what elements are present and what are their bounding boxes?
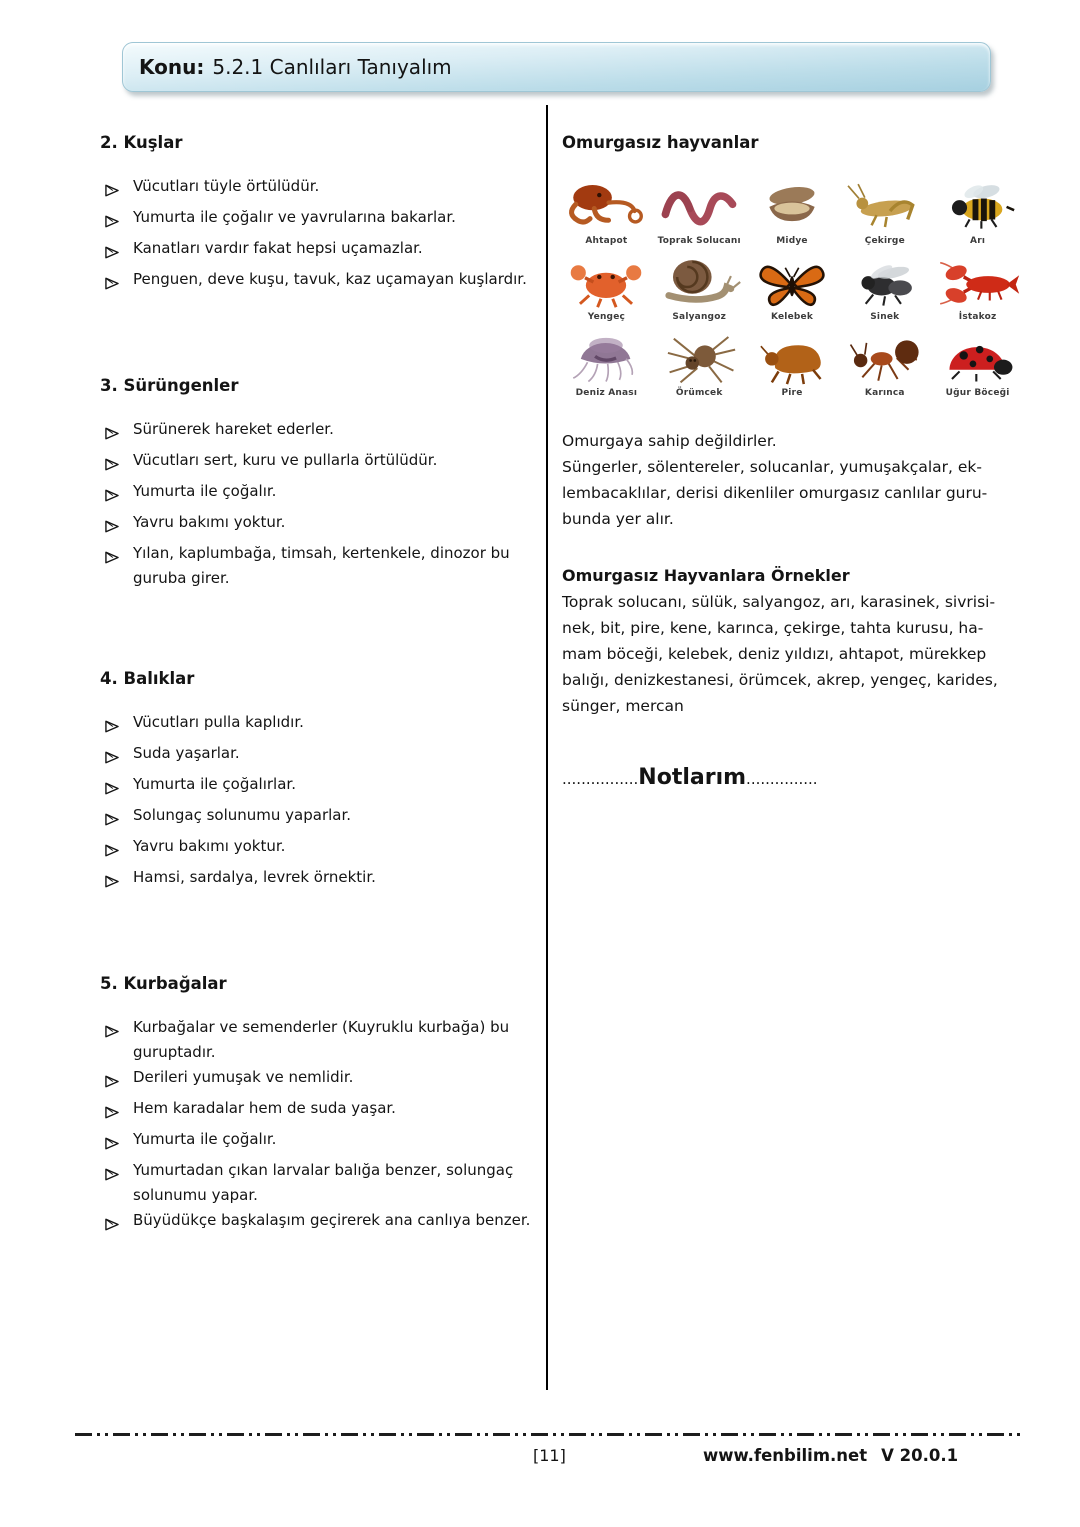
- arrow-bullet: [104, 1133, 120, 1158]
- arrow-bullet: [104, 1164, 120, 1189]
- animal-label: Pire: [781, 388, 803, 398]
- arrow-bullet-icon: [104, 277, 120, 290]
- animal-label: Ahtapot: [585, 236, 628, 246]
- invertebrates-examples: [562, 566, 1022, 719]
- arrow-bullet: [104, 778, 120, 803]
- arrow-bullet-icon: [104, 1075, 120, 1088]
- arrow-bullet-icon: [104, 246, 120, 259]
- text-line: sünger, mercan: [562, 697, 684, 715]
- animal-cell-ant: [840, 330, 929, 398]
- arrow-bullet-icon: [104, 875, 120, 888]
- animal-cell-snail: [655, 254, 744, 322]
- text-line: nek, bit, pire, kene, karınca, çekirge, tahta kurusu, ha-: [562, 619, 984, 637]
- animal-cell-crab: [562, 254, 651, 322]
- bullet-text: Kanatları vardır fakat hepsi uçamazlar.: [133, 239, 423, 257]
- animal-label: Toprak Solucanı: [657, 236, 741, 246]
- column-divider: [546, 105, 548, 1390]
- crab-icon: [563, 254, 649, 310]
- bullet-text: Hamsi, sardalya, levrek örnektir.: [133, 868, 376, 886]
- lobster-icon: [935, 254, 1021, 310]
- bullet-item: [100, 1158, 542, 1208]
- bullet-text: Kurbağalar ve semenderler (Kuyruklu kurbağa) bu guruptadır.: [133, 1018, 510, 1061]
- bullet-item: [100, 448, 542, 479]
- animal-label: Örümcek: [675, 388, 723, 398]
- right-column: [562, 105, 1022, 790]
- ant-icon: [842, 330, 928, 386]
- text-line: Omurgaya sahip değildirler.: [562, 432, 777, 450]
- text-line: mam böceği, kelebek, deniz yıldızı, ahtapot, mürekkep: [562, 645, 987, 663]
- notes-dots-left: ................: [562, 770, 639, 788]
- notes-line: [562, 765, 1022, 790]
- animal-label: Çekirge: [864, 236, 905, 246]
- bullet-text: Solungaç solunumu yaparlar.: [133, 806, 352, 824]
- arrow-bullet: [104, 1071, 120, 1096]
- animal-label: Deniz Anası: [575, 388, 638, 398]
- octopus-icon: [563, 178, 649, 234]
- animal-label: Yengeç: [587, 312, 626, 322]
- bullet-item: [100, 417, 542, 448]
- footer-dash-divider: [75, 1433, 1022, 1436]
- arrow-bullet-icon: [104, 813, 120, 826]
- text-line: bunda yer alır.: [562, 510, 674, 528]
- section-3: [100, 376, 542, 591]
- arrow-bullet: [104, 716, 120, 741]
- arrow-bullet-icon: [104, 1025, 120, 1038]
- section-heading: 4. Balıklar: [100, 669, 195, 688]
- arrow-bullet: [104, 242, 120, 267]
- arrow-bullet-icon: [104, 1218, 120, 1231]
- animal-cell-grasshopper: [840, 178, 929, 246]
- bullet-item: [100, 772, 542, 803]
- animal-label: Sinek: [870, 312, 900, 322]
- examples-heading: Omurgasız Hayvanlara Örnekler: [562, 566, 850, 585]
- bullet-text: Büyüdükçe başkalaşım geçirerek ana canlıya benzer.: [133, 1211, 531, 1229]
- arrow-bullet-icon: [104, 1168, 120, 1181]
- bullet-item: [100, 541, 542, 591]
- invertebrates-image-grid: [562, 178, 1022, 398]
- bullet-text: Yumurta ile çoğalır.: [133, 1130, 277, 1148]
- bullet-text: Yavru bakımı yoktur.: [133, 837, 286, 855]
- animal-label: Uğur Böceği: [945, 388, 1010, 398]
- animal-label: Karınca: [864, 388, 905, 398]
- butterfly-icon: [749, 254, 835, 310]
- animal-cell-flea: [748, 330, 837, 398]
- footer-version: V 20.0.1: [881, 1446, 959, 1465]
- bullet-text: Penguen, deve kuşu, tavuk, kaz uçamayan kuşlardır.: [133, 270, 527, 288]
- text-line: lembacaklılar, derisi dikenliler omurgasız canlılar guru-: [562, 484, 988, 502]
- footer-credit: [703, 1446, 958, 1465]
- animal-cell-butterfly: [748, 254, 837, 322]
- page-number: [11]: [533, 1446, 566, 1465]
- arrow-bullet: [104, 809, 120, 834]
- animal-cell-earthworm: [655, 178, 744, 246]
- animal-cell-octopus: [562, 178, 651, 246]
- arrow-bullet: [104, 454, 120, 479]
- bullet-text: Vücutları pulla kaplıdır.: [133, 713, 304, 731]
- bullet-text: Yavru bakımı yoktur.: [133, 513, 286, 531]
- animal-label: Salyangoz: [672, 312, 727, 322]
- bullet-text: Hem karadalar hem de suda yaşar.: [133, 1099, 396, 1117]
- grasshopper-icon: [842, 178, 928, 234]
- bullet-item: [100, 479, 542, 510]
- bullet-text: Yumurta ile çoğalır.: [133, 482, 277, 500]
- bullet-item: [100, 834, 542, 865]
- bullet-item: [100, 1208, 542, 1239]
- arrow-bullet-icon: [104, 215, 120, 228]
- arrow-bullet-icon: [104, 782, 120, 795]
- bullet-item: [100, 741, 542, 772]
- arrow-bullet: [104, 485, 120, 510]
- arrow-bullet-icon: [104, 751, 120, 764]
- animal-cell-ladybug: [933, 330, 1022, 398]
- animal-cell-bee: [933, 178, 1022, 246]
- bullet-item: [100, 1096, 542, 1127]
- topic-header-bar: [122, 42, 991, 92]
- arrow-bullet-icon: [104, 520, 120, 533]
- ladybug-icon: [935, 330, 1021, 386]
- bullet-text: Vücutları sert, kuru ve pullarla örtülüdür.: [133, 451, 438, 469]
- arrow-bullet-icon: [104, 720, 120, 733]
- arrow-bullet: [104, 547, 120, 572]
- text-line: Toprak solucanı, sülük, salyangoz, arı, karasinek, sivrisi-: [562, 593, 996, 611]
- bullet-list: [100, 710, 542, 896]
- text-line: Süngerler, sölentereler, solucanlar, yumuşakçalar, ek-: [562, 458, 982, 476]
- section-5: [100, 974, 542, 1239]
- arrow-bullet: [104, 747, 120, 772]
- arrow-bullet-icon: [104, 427, 120, 440]
- bullet-item: [100, 1015, 542, 1065]
- bullet-item: [100, 205, 542, 236]
- animal-cell-fly: [840, 254, 929, 322]
- bullet-text: Sürünerek hareket ederler.: [133, 420, 334, 438]
- bullet-text: Yumurta ile çoğalırlar.: [133, 775, 296, 793]
- arrow-bullet-icon: [104, 458, 120, 471]
- animal-cell-spider: [655, 330, 744, 398]
- notes-dots-right: ...............: [746, 770, 818, 788]
- bullet-item: [100, 803, 542, 834]
- bee-icon: [935, 178, 1021, 234]
- flea-icon: [749, 330, 835, 386]
- animal-label: İstakoz: [958, 312, 997, 322]
- section-2: [100, 133, 542, 298]
- bullet-item: [100, 865, 542, 896]
- animal-cell-mussel: [748, 178, 837, 246]
- notes-label: Notlarım: [638, 765, 747, 790]
- topic-title: 5.2.1 Canlıları Tanıyalım: [212, 55, 452, 79]
- earthworm-icon: [656, 178, 742, 234]
- section-4: [100, 669, 542, 896]
- bullet-text: Vücutları tüyle örtülüdür.: [133, 177, 320, 195]
- arrow-bullet-icon: [104, 551, 120, 564]
- animal-label: Arı: [970, 236, 986, 246]
- arrow-bullet: [104, 1214, 120, 1239]
- snail-icon: [656, 254, 742, 310]
- invertebrates-intro: [562, 428, 1022, 532]
- invertebrates-heading: Omurgasız hayvanlar: [562, 133, 759, 152]
- bullet-text: Yılan, kaplumbağa, timsah, kertenkele, dinozor bu guruba girer.: [133, 544, 510, 587]
- arrow-bullet: [104, 423, 120, 448]
- arrow-bullet-icon: [104, 1137, 120, 1150]
- section-heading: 2. Kuşlar: [100, 133, 183, 152]
- jellyfish-icon: [563, 330, 649, 386]
- bullet-item: [100, 510, 542, 541]
- arrow-bullet: [104, 516, 120, 541]
- bullet-item: [100, 236, 542, 267]
- bullet-item: [100, 1065, 542, 1096]
- section-heading: 3. Sürüngenler: [100, 376, 239, 395]
- arrow-bullet: [104, 871, 120, 896]
- bullet-list: [100, 417, 542, 591]
- topic-label: Konu:: [139, 55, 205, 79]
- bullet-text: Yumurtadan çıkan larvalar balığa benzer, solungaç solunumu yapar.: [133, 1161, 514, 1204]
- arrow-bullet: [104, 180, 120, 205]
- bullet-list: [100, 1015, 542, 1239]
- fly-icon: [842, 254, 928, 310]
- left-column: [100, 105, 542, 1317]
- section-heading: 5. Kurbağalar: [100, 974, 227, 993]
- bullet-item: [100, 267, 542, 298]
- footer-site: www.fenbilim.net: [703, 1446, 868, 1465]
- arrow-bullet: [104, 1102, 120, 1127]
- arrow-bullet-icon: [104, 1106, 120, 1119]
- arrow-bullet-icon: [104, 489, 120, 502]
- arrow-bullet-icon: [104, 184, 120, 197]
- bullet-item: [100, 174, 542, 205]
- arrow-bullet: [104, 840, 120, 865]
- spider-icon: [656, 330, 742, 386]
- animal-cell-jellyfish: [562, 330, 651, 398]
- animal-label: Midye: [776, 236, 808, 246]
- left-sections: [100, 133, 542, 1239]
- bullet-item: [100, 1127, 542, 1158]
- bullet-text: Derileri yumuşak ve nemlidir.: [133, 1068, 354, 1086]
- bullet-item: [100, 710, 542, 741]
- invertebrates-examples-text: [562, 589, 1022, 719]
- arrow-bullet: [104, 1021, 120, 1046]
- mussel-icon: [749, 178, 835, 234]
- bullet-text: Yumurta ile çoğalır ve yavrularına bakarlar.: [133, 208, 456, 226]
- animal-label: Kelebek: [770, 312, 814, 322]
- text-line: balığı, denizkestanesi, örümcek, akrep, yengeç, karides,: [562, 671, 998, 689]
- bullet-list: [100, 174, 542, 298]
- animal-cell-lobster: [933, 254, 1022, 322]
- arrow-bullet-icon: [104, 844, 120, 857]
- arrow-bullet: [104, 211, 120, 236]
- arrow-bullet: [104, 273, 120, 298]
- bullet-text: Suda yaşarlar.: [133, 744, 240, 762]
